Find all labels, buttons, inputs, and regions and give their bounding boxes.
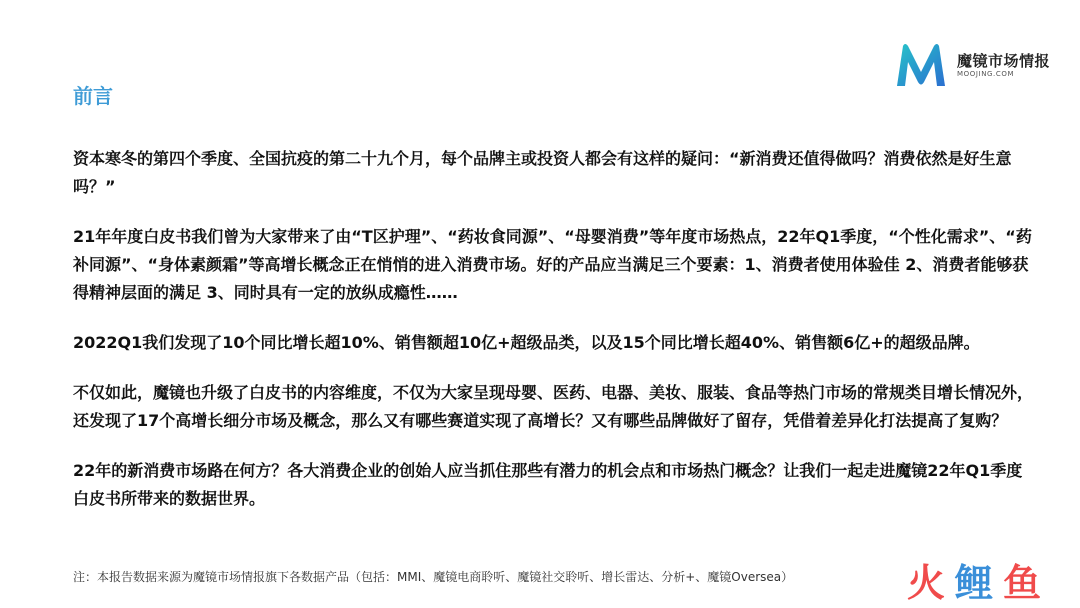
moojing-logo-icon: [893, 42, 949, 88]
page-title: 前言: [73, 84, 113, 108]
paragraph-5: 22年的新消费市场路在何方？各大消费企业的创始人应当抓住那些有潜力的机会点和市场热门概念？让我们一起走进魔镜22年Q1季度白皮书所带来的数据世界。: [73, 461, 1023, 508]
logo-name: 魔镜市场情报: [957, 52, 1051, 70]
paragraph-2: 21年年度白皮书我们曾为大家带来了由“T区护理”、“药妆食同源”、“母婴消费”等年度市场热点，22年Q1季度，“个性化需求”、“药补同源”、“身体素颜霜”等高增长概念正在悄悄的进入消费市场。好的产品应当满足三个要素：1、消费者使用体验佳 2、消费者能够获得精神层面的满足 3、同时具有一定的放纵成瘾性……: [73, 227, 1032, 302]
svg-text:火: 火: [907, 561, 946, 602]
paragraph-3: 2022Q1我们发现了10个同比增长超10%、销售额超10亿+超级品类，以及15个同比增长超40%、销售额6亿+的超级品牌。: [73, 333, 980, 352]
svg-text:鱼: 鱼: [1003, 561, 1042, 602]
intro-body: [73, 145, 1033, 535]
watermark-logo: [905, 560, 1055, 602]
source-note: 注：本报告数据来源为魔镜市场情报旗下各数据产品（包括：MMI、魔镜电商聆听、魔镜社交聆听、增长雷达、分析+、魔镜Oversea）: [73, 570, 794, 584]
paragraph-4: 不仅如此，魔镜也升级了白皮书的内容维度，不仅为大家呈现母婴、医药、电器、美妆、服装、食品等热门市场的常规类目增长情况外，还发现了17个高增长细分市场及概念，那么又有哪些赛道实现了高增长？又有哪些品牌做好了留存，凭借着差异化打法提高了复购？: [73, 383, 1034, 430]
brand-logo: [893, 42, 1063, 88]
svg-text:鲤: 鲤: [955, 561, 994, 602]
logo-domain: MOOJING.COM: [957, 70, 1015, 78]
paragraph-1: 资本寒冬的第四个季度、全国抗疫的第二十九个月，每个品牌主或投资人都会有这样的疑问：“新消费还值得做吗？消费依然是好生意吗？”: [73, 149, 1012, 196]
